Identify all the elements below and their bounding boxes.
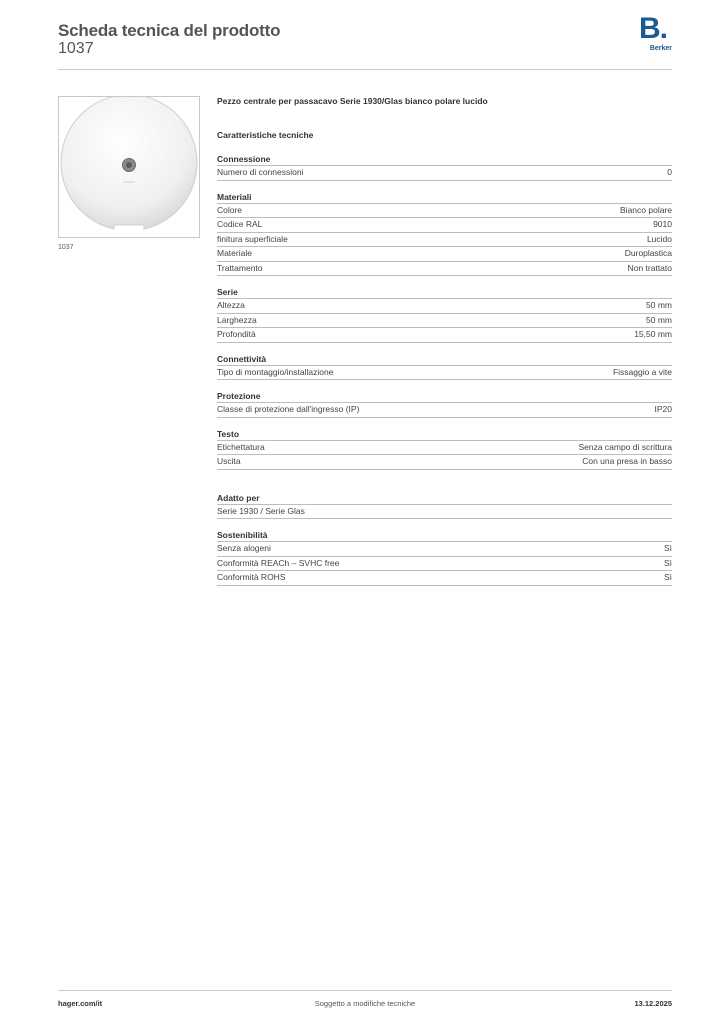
spec-label: Numero di connessioni [217, 167, 304, 177]
spec-content [217, 95, 672, 586]
section-title: Sostenibilità [217, 529, 672, 542]
section-protezione [217, 390, 672, 418]
section-serie [217, 286, 672, 343]
spec-value: Senza campo di scrittura [578, 441, 672, 452]
tech-heading: Caratteristiche tecniche [217, 130, 314, 140]
spec-row [217, 204, 672, 219]
spec-value: Sì [663, 572, 672, 582]
spec-row [217, 262, 672, 277]
spec-value: Sì [663, 557, 672, 568]
section-title: Serie [217, 286, 672, 299]
image-caption: 1037 [58, 244, 74, 251]
spec-value: 0 [667, 167, 672, 177]
section-connessione [217, 153, 672, 181]
section-connettivita [217, 353, 672, 381]
product-code: 1037 [58, 40, 94, 57]
section-sostenibilita [217, 529, 672, 586]
footer-website-link[interactable]: hager.com/it [58, 999, 103, 1008]
page-footer [58, 990, 672, 1016]
spec-row [217, 218, 672, 233]
section-title: Protezione [217, 390, 672, 403]
product-image [58, 96, 200, 238]
section-adatto-per [217, 492, 672, 520]
spec-row [217, 166, 672, 181]
section-title: Connessione [217, 153, 672, 166]
spec-value: 50 mm [646, 314, 672, 325]
spec-label: finitura superficiale [217, 233, 288, 244]
product-description: Pezzo centrale per passacavo Serie 1930/Glas bianco polare lucido [217, 96, 488, 106]
spec-row [217, 314, 672, 329]
berker-logo [638, 12, 672, 54]
spec-label: Etichettatura [217, 441, 265, 452]
spec-value: Bianco polare [620, 204, 672, 215]
spec-value: IP20 [654, 404, 672, 414]
spec-row [217, 542, 672, 557]
spec-label: Conformità ROHS [217, 572, 286, 582]
spec-row [217, 571, 672, 586]
spec-label: Tipo di montaggio/installazione [217, 366, 334, 377]
spec-label: Profondità [217, 329, 256, 339]
page-header [58, 12, 672, 70]
footer-date: 13.12.2025 [634, 999, 672, 1008]
spec-label: Classe di protezione dall'ingresso (IP) [217, 404, 360, 414]
spec-label: Larghezza [217, 314, 257, 325]
spec-value: Duroplastica [624, 248, 672, 258]
spec-label: Senza alogeni [217, 543, 271, 553]
cover-plate-icon [59, 97, 199, 237]
spec-row [217, 328, 672, 343]
spec-label: Altezza [217, 300, 245, 310]
section-title: Connettività [217, 353, 672, 366]
spec-label: Materiale [217, 248, 252, 258]
spec-label: Serie 1930 / Serie Glas [217, 505, 305, 516]
spec-value: Non trattato [627, 262, 672, 273]
spec-row [217, 455, 672, 470]
spec-row [217, 557, 672, 572]
spec-label: Uscita [217, 456, 241, 466]
section-testo [217, 428, 672, 470]
logo-text: Berker [649, 45, 672, 52]
spec-row [217, 366, 672, 381]
spec-row [217, 403, 672, 418]
section-title: Testo [217, 428, 672, 441]
spec-label: Codice RAL [217, 219, 263, 229]
spec-value: Lucido [646, 233, 672, 244]
spec-value: Con una presa in basso [582, 456, 672, 466]
spec-label: Trattamento [217, 262, 263, 273]
spec-row [217, 441, 672, 456]
spec-row [217, 233, 672, 248]
section-title: Materiali [217, 191, 672, 204]
spec-value: 15,50 mm [634, 329, 672, 339]
spec-row [217, 247, 672, 262]
document-title: Scheda tecnica del prodotto [58, 21, 281, 40]
berker-logo-mark-icon: B. [639, 12, 667, 45]
footer-disclaimer: Soggetto a modifiche tecniche [314, 999, 416, 1008]
section-title: Adatto per [217, 492, 672, 505]
spec-value: 9010 [653, 219, 672, 229]
spec-value: 50 mm [646, 300, 672, 310]
spec-row [217, 505, 672, 520]
spec-label: Conformità REACh – SVHC free [217, 557, 340, 568]
spec-value: Fissaggio a vite [612, 366, 672, 377]
spec-label: Colore [217, 204, 243, 215]
spec-row [217, 299, 672, 314]
section-materiali [217, 191, 672, 277]
spec-value: Sì [663, 543, 672, 553]
